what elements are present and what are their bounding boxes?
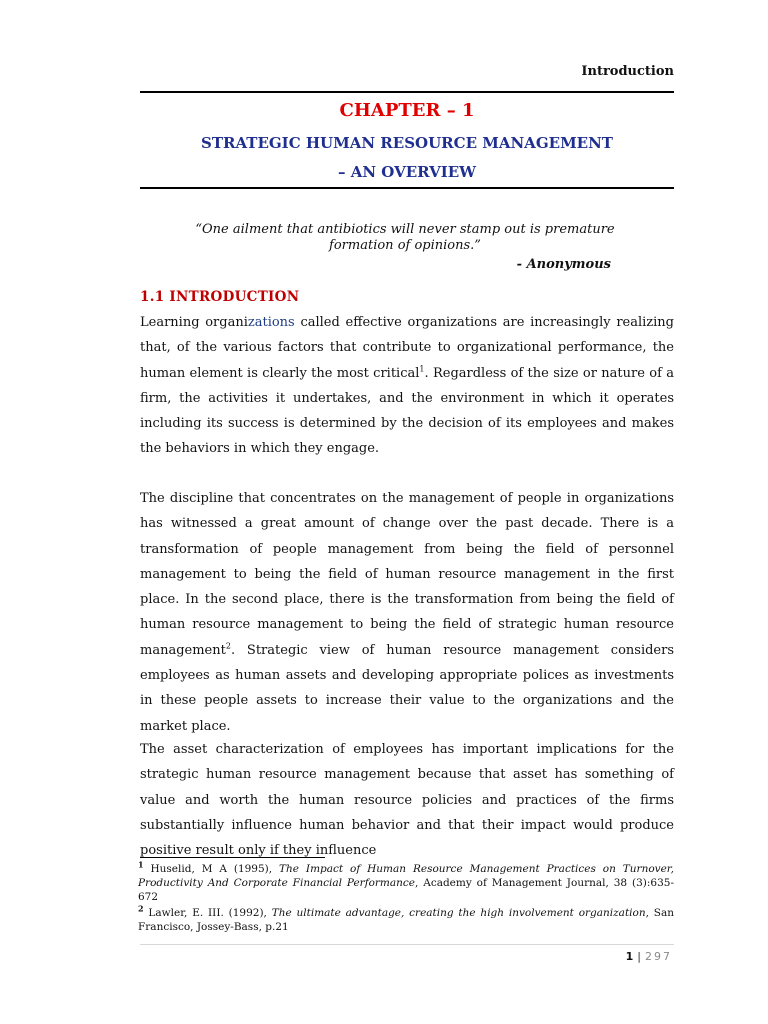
footnote-2 [138, 903, 674, 934]
chapter-title-line-1: STRATEGIC HUMAN RESOURCE MANAGEMENT [201, 134, 613, 152]
title-bottom-rule [140, 187, 674, 189]
paragraph-1-text-a: Learning organi [140, 315, 248, 330]
chapter-number: CHAPTER – 1 [339, 100, 475, 121]
top-rule [140, 91, 674, 93]
chapter-title-line-2: – AN OVERVIEW [337, 163, 477, 181]
paragraph-1-highlight: zations [247, 315, 295, 330]
page-number [626, 950, 672, 963]
page-separator: | [637, 950, 641, 963]
running-header: Introduction [581, 64, 674, 79]
footnote-2-pre: Lawler, E. III. (1992), [143, 907, 272, 919]
footnote-1-pre: Huselid, M A (1995), [143, 863, 280, 875]
current-page: 1 [625, 950, 634, 963]
epigraph-author: - Anonymous [516, 257, 611, 272]
footnotes [138, 859, 675, 936]
footer-rule [140, 944, 674, 945]
paragraph-1-text-c: called effective organizations are increasingly realizing that, of the various factors that contribute to organizational performance, the human element is clearly the most critical [140, 315, 674, 381]
footnote-ref-2[interactable]: 2 [225, 641, 231, 651]
footnote-separator [140, 857, 325, 858]
footnote-1-post: , Academy of Management Journal, 38 (3):635-672 [138, 877, 674, 903]
paragraph-1-text-d: . Regardless of the size or nature of a firm, the activities it undertakes, and the environment in which it operates including its success is determined by the decision of its employees and makes the behaviors in which they engage. [140, 365, 674, 457]
footnote-2-number: 2 [138, 903, 144, 914]
epigraph-quote: “One ailment that antibiotics will never stamp out is premature formation of opinions.” [195, 222, 615, 253]
section-heading: 1.1 INTRODUCTION [140, 289, 300, 305]
footnote-ref-1[interactable]: 1 [419, 364, 425, 374]
paragraph-1 [140, 310, 674, 462]
paragraph-2-text-a: The discipline that concentrates on the management of people in organizations has witnessed a great amount of change over the past decade. There is a transformation of people management from being the field of personnel management to being the field of human resource management in the first place. In the second place, there is the transformation from being the field of human resource management to being the field of strategic human resource management [140, 491, 674, 658]
total-pages: 297 [645, 950, 672, 963]
footnote-2-post: , San Francisco, Jossey-Bass, p.21 [138, 907, 674, 933]
paragraph-2-text-b: . Strategic view of human resource management considers employees as human assets and developing appropriate polices as investments in these people assets to increase their value to the organizations and the market place. [140, 642, 674, 734]
footnote-2-title: The ultimate advantage, creating the high involvement organization [271, 907, 646, 919]
footnote-1-title: The Impact of Human Resource Management Practices on Turnover, Productivity And Corporate Financial Performance [138, 863, 675, 889]
paragraph-2 [140, 486, 674, 739]
footnote-1 [138, 859, 675, 904]
paragraph-3: The asset characterization of employees has important implications for the strategic human resource management because that asset has something of value and worth the human resource policies and practices of the firms substantially influence human behavior and that their impact would produce positive result only if they influence [140, 742, 674, 859]
footnote-1-number: 1 [138, 859, 144, 870]
